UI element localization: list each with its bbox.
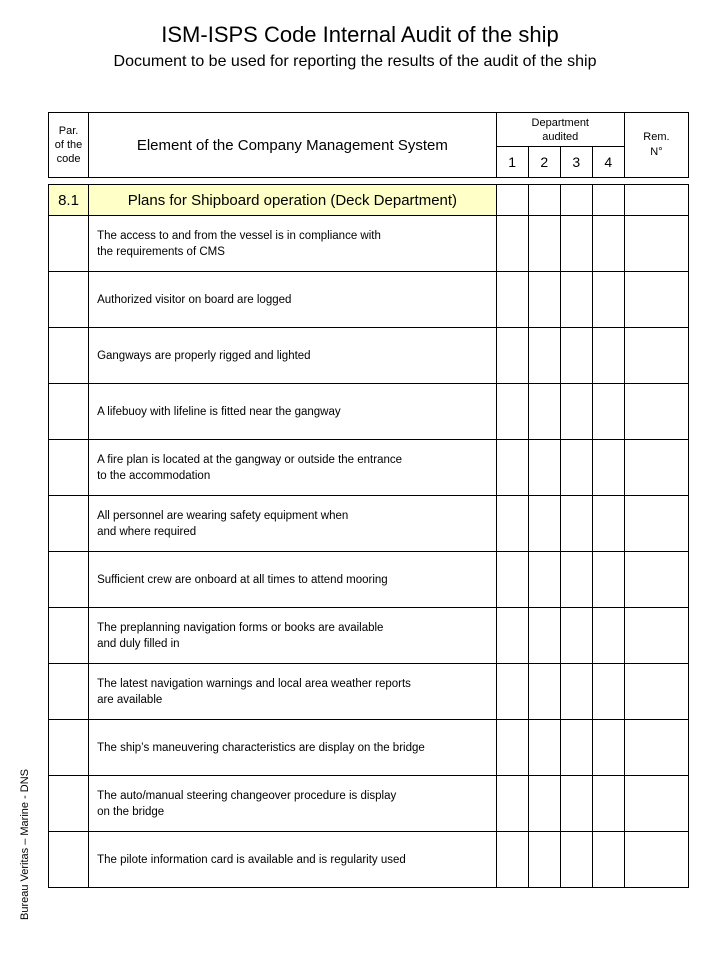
dept-cell-3[interactable] [560, 720, 592, 776]
item-text: The access to and from the vessel is in compliance with the requirements of CMS [89, 216, 497, 272]
dept-cell-3[interactable] [560, 328, 592, 384]
par-cell [49, 328, 89, 384]
dept-cell-2[interactable] [528, 384, 560, 440]
department-header: Department audited [496, 113, 624, 147]
section-title: Plans for Shipboard operation (Deck Department) [89, 185, 497, 216]
department-number: 2 [528, 147, 560, 178]
dept-cell-4[interactable] [592, 776, 624, 832]
dept-cell-1[interactable] [496, 720, 528, 776]
item-text: The latest navigation warnings and local area weather reports are available [89, 664, 497, 720]
dept-cell-2[interactable] [528, 552, 560, 608]
table-row [49, 328, 689, 384]
par-cell [49, 832, 89, 888]
par-cell [49, 440, 89, 496]
dept-cell-4[interactable] [592, 496, 624, 552]
audit-table [48, 184, 689, 888]
section-number: 8.1 [49, 185, 89, 216]
par-cell [49, 552, 89, 608]
dept-cell-3[interactable] [560, 185, 592, 216]
dept-cell-2[interactable] [528, 185, 560, 216]
table-row [49, 440, 689, 496]
side-label: Bureau Veritas – Marine - DNS [19, 768, 31, 920]
dept-cell-1[interactable] [496, 664, 528, 720]
dept-cell-1[interactable] [496, 776, 528, 832]
header-table [48, 112, 689, 178]
dept-cell-4[interactable] [592, 552, 624, 608]
par-cell [49, 216, 89, 272]
item-text: All personnel are wearing safety equipment when and where required [89, 496, 497, 552]
dept-cell-1[interactable] [496, 440, 528, 496]
remark-cell[interactable] [624, 496, 688, 552]
dept-cell-2[interactable] [528, 440, 560, 496]
par-cell [49, 776, 89, 832]
dept-cell-1[interactable] [496, 185, 528, 216]
dept-cell-4[interactable] [592, 720, 624, 776]
item-text: The preplanning navigation forms or books are available and duly filled in [89, 608, 497, 664]
dept-cell-2[interactable] [528, 608, 560, 664]
dept-cell-3[interactable] [560, 832, 592, 888]
dept-cell-2[interactable] [528, 664, 560, 720]
remark-cell[interactable] [624, 440, 688, 496]
dept-cell-4[interactable] [592, 664, 624, 720]
remark-cell[interactable] [624, 328, 688, 384]
remark-cell[interactable] [624, 185, 688, 216]
dept-cell-4[interactable] [592, 440, 624, 496]
rem-header: Rem. N° [624, 113, 688, 178]
item-text: The pilote information card is available and is regularity used [89, 832, 497, 888]
dept-cell-4[interactable] [592, 328, 624, 384]
table-row [49, 832, 689, 888]
document-subtitle: Document to be used for reporting the results of the audit of the ship [113, 53, 597, 70]
table-row [49, 720, 689, 776]
dept-cell-1[interactable] [496, 608, 528, 664]
dept-cell-3[interactable] [560, 440, 592, 496]
element-header: Element of the Company Management System [89, 113, 497, 178]
dept-cell-4[interactable] [592, 272, 624, 328]
table-row [49, 552, 689, 608]
table-row [49, 496, 689, 552]
par-cell [49, 720, 89, 776]
department-number: 3 [560, 147, 592, 178]
item-text: A lifebuoy with lifeline is fitted near the gangway [89, 384, 497, 440]
dept-cell-1[interactable] [496, 384, 528, 440]
table-row [49, 664, 689, 720]
item-text: Gangways are properly rigged and lighted [89, 328, 497, 384]
remark-cell[interactable] [624, 720, 688, 776]
dept-cell-2[interactable] [528, 720, 560, 776]
dept-cell-3[interactable] [560, 664, 592, 720]
dept-cell-3[interactable] [560, 552, 592, 608]
dept-cell-1[interactable] [496, 552, 528, 608]
remark-cell[interactable] [624, 216, 688, 272]
par-cell [49, 384, 89, 440]
item-text: A fire plan is located at the gangway or outside the entrance to the accommodation [89, 440, 497, 496]
remark-cell[interactable] [624, 552, 688, 608]
dept-cell-2[interactable] [528, 216, 560, 272]
remark-cell[interactable] [624, 664, 688, 720]
dept-cell-3[interactable] [560, 384, 592, 440]
dept-cell-4[interactable] [592, 384, 624, 440]
dept-cell-2[interactable] [528, 776, 560, 832]
dept-cell-2[interactable] [528, 496, 560, 552]
dept-cell-3[interactable] [560, 272, 592, 328]
dept-cell-3[interactable] [560, 608, 592, 664]
dept-cell-1[interactable] [496, 272, 528, 328]
dept-cell-4[interactable] [592, 832, 624, 888]
table-row [49, 608, 689, 664]
dept-cell-3[interactable] [560, 776, 592, 832]
table-row [49, 384, 689, 440]
dept-cell-4[interactable] [592, 608, 624, 664]
dept-cell-3[interactable] [560, 496, 592, 552]
department-number: 4 [592, 147, 624, 178]
par-header: Par. of the code [49, 113, 89, 178]
document-title: ISM-ISPS Code Internal Audit of the ship [161, 22, 559, 47]
dept-cell-4[interactable] [592, 185, 624, 216]
dept-cell-1[interactable] [496, 216, 528, 272]
table-row [49, 272, 689, 328]
section-row [49, 185, 689, 216]
department-number: 1 [496, 147, 528, 178]
remark-cell[interactable] [624, 272, 688, 328]
remark-cell[interactable] [624, 608, 688, 664]
item-text: The auto/manual steering changeover procedure is display on the bridge [89, 776, 497, 832]
par-cell [49, 496, 89, 552]
dept-cell-3[interactable] [560, 216, 592, 272]
dept-cell-1[interactable] [496, 328, 528, 384]
par-cell [49, 272, 89, 328]
dept-cell-1[interactable] [496, 496, 528, 552]
remark-cell[interactable] [624, 384, 688, 440]
item-text: Sufficient crew are onboard at all times to attend mooring [89, 552, 497, 608]
audit-table-body [49, 185, 689, 888]
dept-cell-1[interactable] [496, 832, 528, 888]
item-text: The ship’s maneuvering characteristics are display on the bridge [89, 720, 497, 776]
table-row [49, 776, 689, 832]
dept-cell-2[interactable] [528, 328, 560, 384]
table-row [49, 216, 689, 272]
par-cell [49, 664, 89, 720]
dept-cell-4[interactable] [592, 216, 624, 272]
dept-cell-2[interactable] [528, 272, 560, 328]
par-cell [49, 608, 89, 664]
remark-cell[interactable] [624, 832, 688, 888]
dept-cell-2[interactable] [528, 832, 560, 888]
item-text: Authorized visitor on board are logged [89, 272, 497, 328]
remark-cell[interactable] [624, 776, 688, 832]
